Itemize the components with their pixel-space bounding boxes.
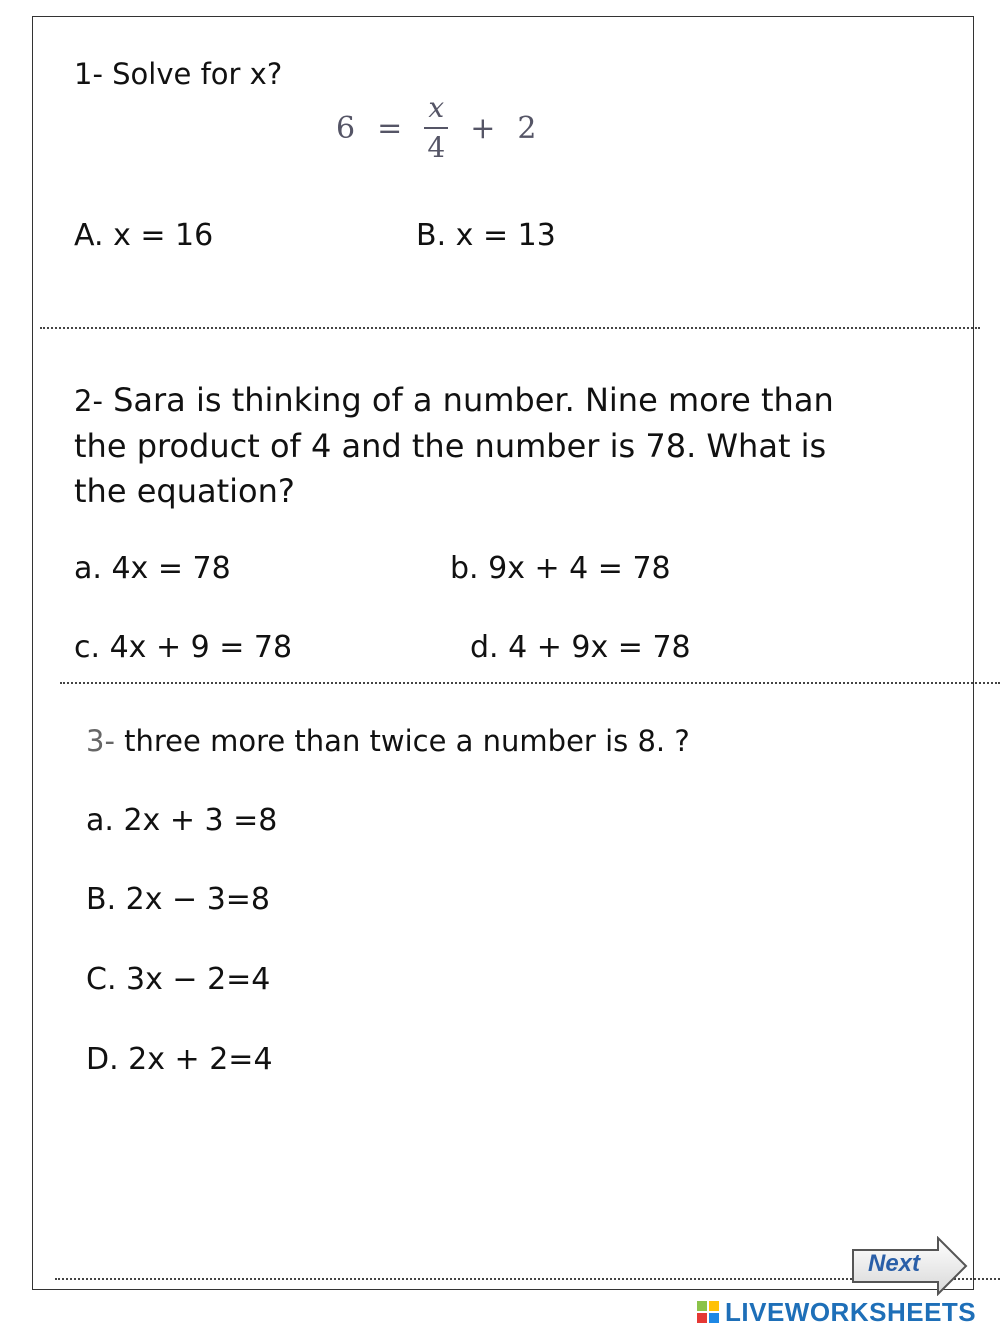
section-divider — [60, 682, 1000, 684]
equation-fraction — [424, 92, 448, 164]
question-3-option-b[interactable]: B. 2x − 3=8 — [86, 882, 271, 917]
question-1-equation — [336, 90, 536, 166]
question-1-option-a[interactable]: A. x = 16 — [74, 218, 214, 253]
question-3-option-a[interactable]: a. 2x + 3 =8 — [86, 803, 278, 838]
next-button-label: Next — [868, 1250, 921, 1277]
question-3-option-d[interactable]: D. 2x + 2=4 — [86, 1042, 273, 1077]
question-2-option-a[interactable]: a. 4x = 78 — [74, 551, 231, 586]
equation-constant: 2 — [517, 110, 537, 146]
equation-equals: = — [377, 110, 403, 146]
question-2-option-b[interactable]: b. 9x + 4 = 78 — [450, 551, 671, 586]
question-2-line-2: the product of 4 and the number is 78. What is — [74, 427, 827, 465]
question-2-line-1: 2- Sara is thinking of a number. Nine more than — [74, 381, 834, 419]
next-button[interactable] — [850, 1236, 970, 1296]
question-2-option-c[interactable]: c. 4x + 9 = 78 — [74, 630, 293, 665]
question-2-option-d[interactable]: d. 4 + 9x = 78 — [470, 630, 691, 665]
fraction-bar — [424, 127, 448, 129]
question-1-option-b[interactable]: B. x = 13 — [416, 218, 556, 253]
question-2-number: 2- — [74, 384, 103, 418]
brand-name: LIVEWORKSHEETS — [725, 1296, 977, 1327]
equation-lhs: 6 — [336, 110, 356, 146]
liveworksheets-brand — [697, 1297, 976, 1327]
liveworksheets-logo-icon — [697, 1301, 719, 1323]
question-3-option-c[interactable]: C. 3x − 2=4 — [86, 962, 271, 997]
question-1-prompt: 1- Solve for x? — [74, 57, 283, 91]
question-2-line-3: the equation? — [74, 472, 295, 510]
fraction-denominator: 4 — [427, 131, 446, 164]
section-divider — [40, 327, 980, 329]
equation-plus: + — [470, 110, 496, 146]
fraction-numerator: x — [428, 91, 445, 124]
question-3-prompt: 3- three more than twice a number is 8. ? — [86, 724, 690, 758]
question-2-prompt — [74, 378, 834, 514]
question-3-number: 3- — [86, 724, 115, 758]
